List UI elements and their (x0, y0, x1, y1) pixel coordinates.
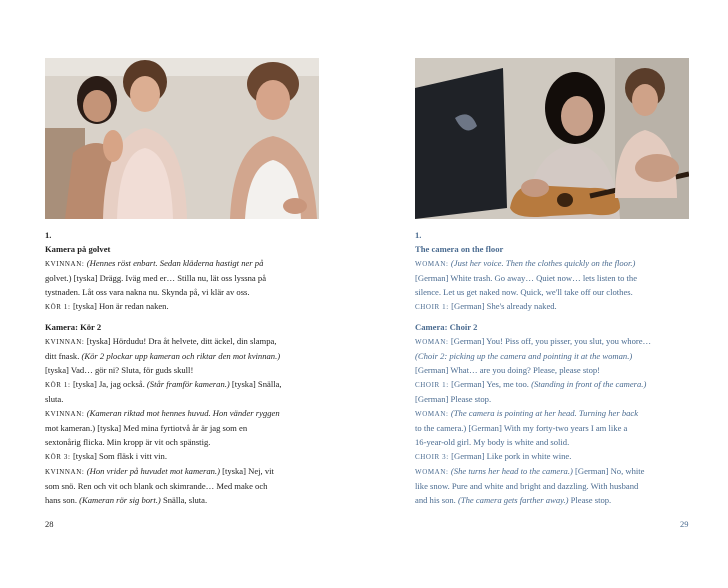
dialogue-line: WOMAN: [German] You! Piss off, you pisser, you slut, you whore… (415, 336, 652, 346)
dialogue-block (415, 334, 689, 507)
page-number: 29 (680, 519, 689, 529)
dialogue-line: KÖR 1: [tyska] Ja, jag också. (Står framför kameran.) [tyska] Snälla, (45, 379, 282, 389)
dialogue-line: CHOIR 1: [German] She's already naked. (415, 301, 557, 311)
speaker-label: WOMAN: (415, 338, 451, 346)
dialogue-line: [German] What… are you doing? Please, please stop! (415, 365, 601, 375)
dialogue-line: tystnaden. Låt oss vara nakna nu. Skynda på, vi klär av oss. (45, 287, 250, 297)
section-number: 1. (415, 230, 422, 240)
scene-heading: Kamera på golvet (45, 244, 111, 254)
dialogue-line: hans son. (Kameran rör sig bort.) Snälla, sluta. (45, 495, 208, 505)
dialogue-block (45, 256, 319, 314)
dialogue-line: silence. Let us get naked now. Quick, we'll take off our clothes. (415, 287, 633, 297)
speaker-label: KÖR 1: (45, 303, 73, 311)
dialogue-line: WOMAN: (The camera is pointing at her head. Turning her back (415, 408, 639, 418)
left-text (45, 228, 319, 507)
speaker-label: KVINNAN: (45, 338, 87, 346)
dialogue-line: 16-year-old girl. My body is white and solid. (415, 437, 570, 447)
speaker-label: WOMAN: (415, 410, 451, 418)
scene-heading: Kamera: Kör 2 (45, 322, 102, 332)
dialogue-line: KVINNAN: (Hennes röst enbart. Sedan kläderna hastigt ner på (45, 258, 264, 268)
right-page (364, 0, 728, 588)
dialogue-block (415, 256, 689, 314)
dialogue-line: mot kameran.) [tyska] Med mina fyrtiotvå år är jag som en (45, 423, 248, 433)
scene-heading: The camera on the floor (415, 244, 504, 254)
speaker-label: KVINNAN: (45, 410, 87, 418)
page-number: 28 (45, 519, 54, 529)
speaker-label: KVINNAN: (45, 260, 87, 268)
three-women-photo (45, 58, 319, 219)
dialogue-line: like snow. Pure and white and bright and dazzling. With husband (415, 481, 639, 491)
dialogue-line: KÖR 3: [tyska] Som fläsk i vitt vin. (45, 451, 167, 461)
speaker-label: WOMAN: (415, 260, 451, 268)
dialogue-line: to the camera.) [German] With my forty-two years I am like a (415, 423, 628, 433)
guitar-women-photo (415, 58, 689, 219)
dialogue-line: sextonårig flicka. Min kropp är vit och spänstig. (45, 437, 211, 447)
dialogue-line: WOMAN: (She turns her head to the camera.) [German] No, white (415, 466, 645, 476)
speaker-label: KÖR 3: (45, 453, 73, 461)
dialogue-line: KVINNAN: (Kameran riktad mot hennes huvud. Hon vänder ryggen (45, 408, 280, 418)
dialogue-line: KVINNAN: [tyska] Hördudu! Dra åt helvete, ditt äckel, din slampa, (45, 336, 277, 346)
dialogue-line: CHOIR 1: [German] Yes, me too. (Standing in front of the camera.) (415, 379, 647, 389)
speaker-label: KVINNAN: (45, 468, 87, 476)
dialogue-line: som snö. Ren och vit och blank och skimrande… Med make och (45, 481, 268, 491)
speaker-label: KÖR 1: (45, 381, 73, 389)
dialogue-block (45, 334, 319, 507)
dialogue-line: (Choir 2: picking up the camera and pointing it at the woman.) (415, 351, 633, 361)
dialogue-line: [tyska] Vad… gör ni? Sluta, för guds skull! (45, 365, 194, 375)
speaker-label: CHOIR 1: (415, 381, 452, 389)
dialogue-line: KÖR 1: [tyska] Hon är redan naken. (45, 301, 169, 311)
dialogue-line: WOMAN: (Just her voice. Then the clothes quickly on the floor.) (415, 258, 636, 268)
dialogue-line: [German] Please stop. (415, 394, 492, 404)
scene-heading: Camera: Choir 2 (415, 322, 478, 332)
dialogue-line: sluta. (45, 394, 64, 404)
dialogue-line: ditt fnask. (Kör 2 plockar upp kameran och riktar den mot kvinnan.) (45, 351, 281, 361)
left-photo (45, 58, 319, 219)
section-number: 1. (45, 230, 52, 240)
dialogue-line: [German] White trash. Go away… Quiet now… lets listen to the (415, 273, 638, 283)
speaker-label: WOMAN: (415, 468, 451, 476)
right-text (415, 228, 689, 507)
speaker-label: CHOIR 3: (415, 453, 452, 461)
dialogue-line: and his son. (The camera gets farther away.) Please stop. (415, 495, 612, 505)
right-photo (415, 58, 689, 219)
dialogue-line: golvet.) [tyska] Drägg. Iväg med er… Stilla nu, lät oss lyssna på (45, 273, 267, 283)
speaker-label: CHOIR 1: (415, 303, 452, 311)
dialogue-line: CHOIR 3: [German] Like pork in white wine. (415, 451, 572, 461)
dialogue-line: KVINNAN: (Hon vrider på huvudet mot kameran.) [tyska] Nej, vit (45, 466, 274, 476)
